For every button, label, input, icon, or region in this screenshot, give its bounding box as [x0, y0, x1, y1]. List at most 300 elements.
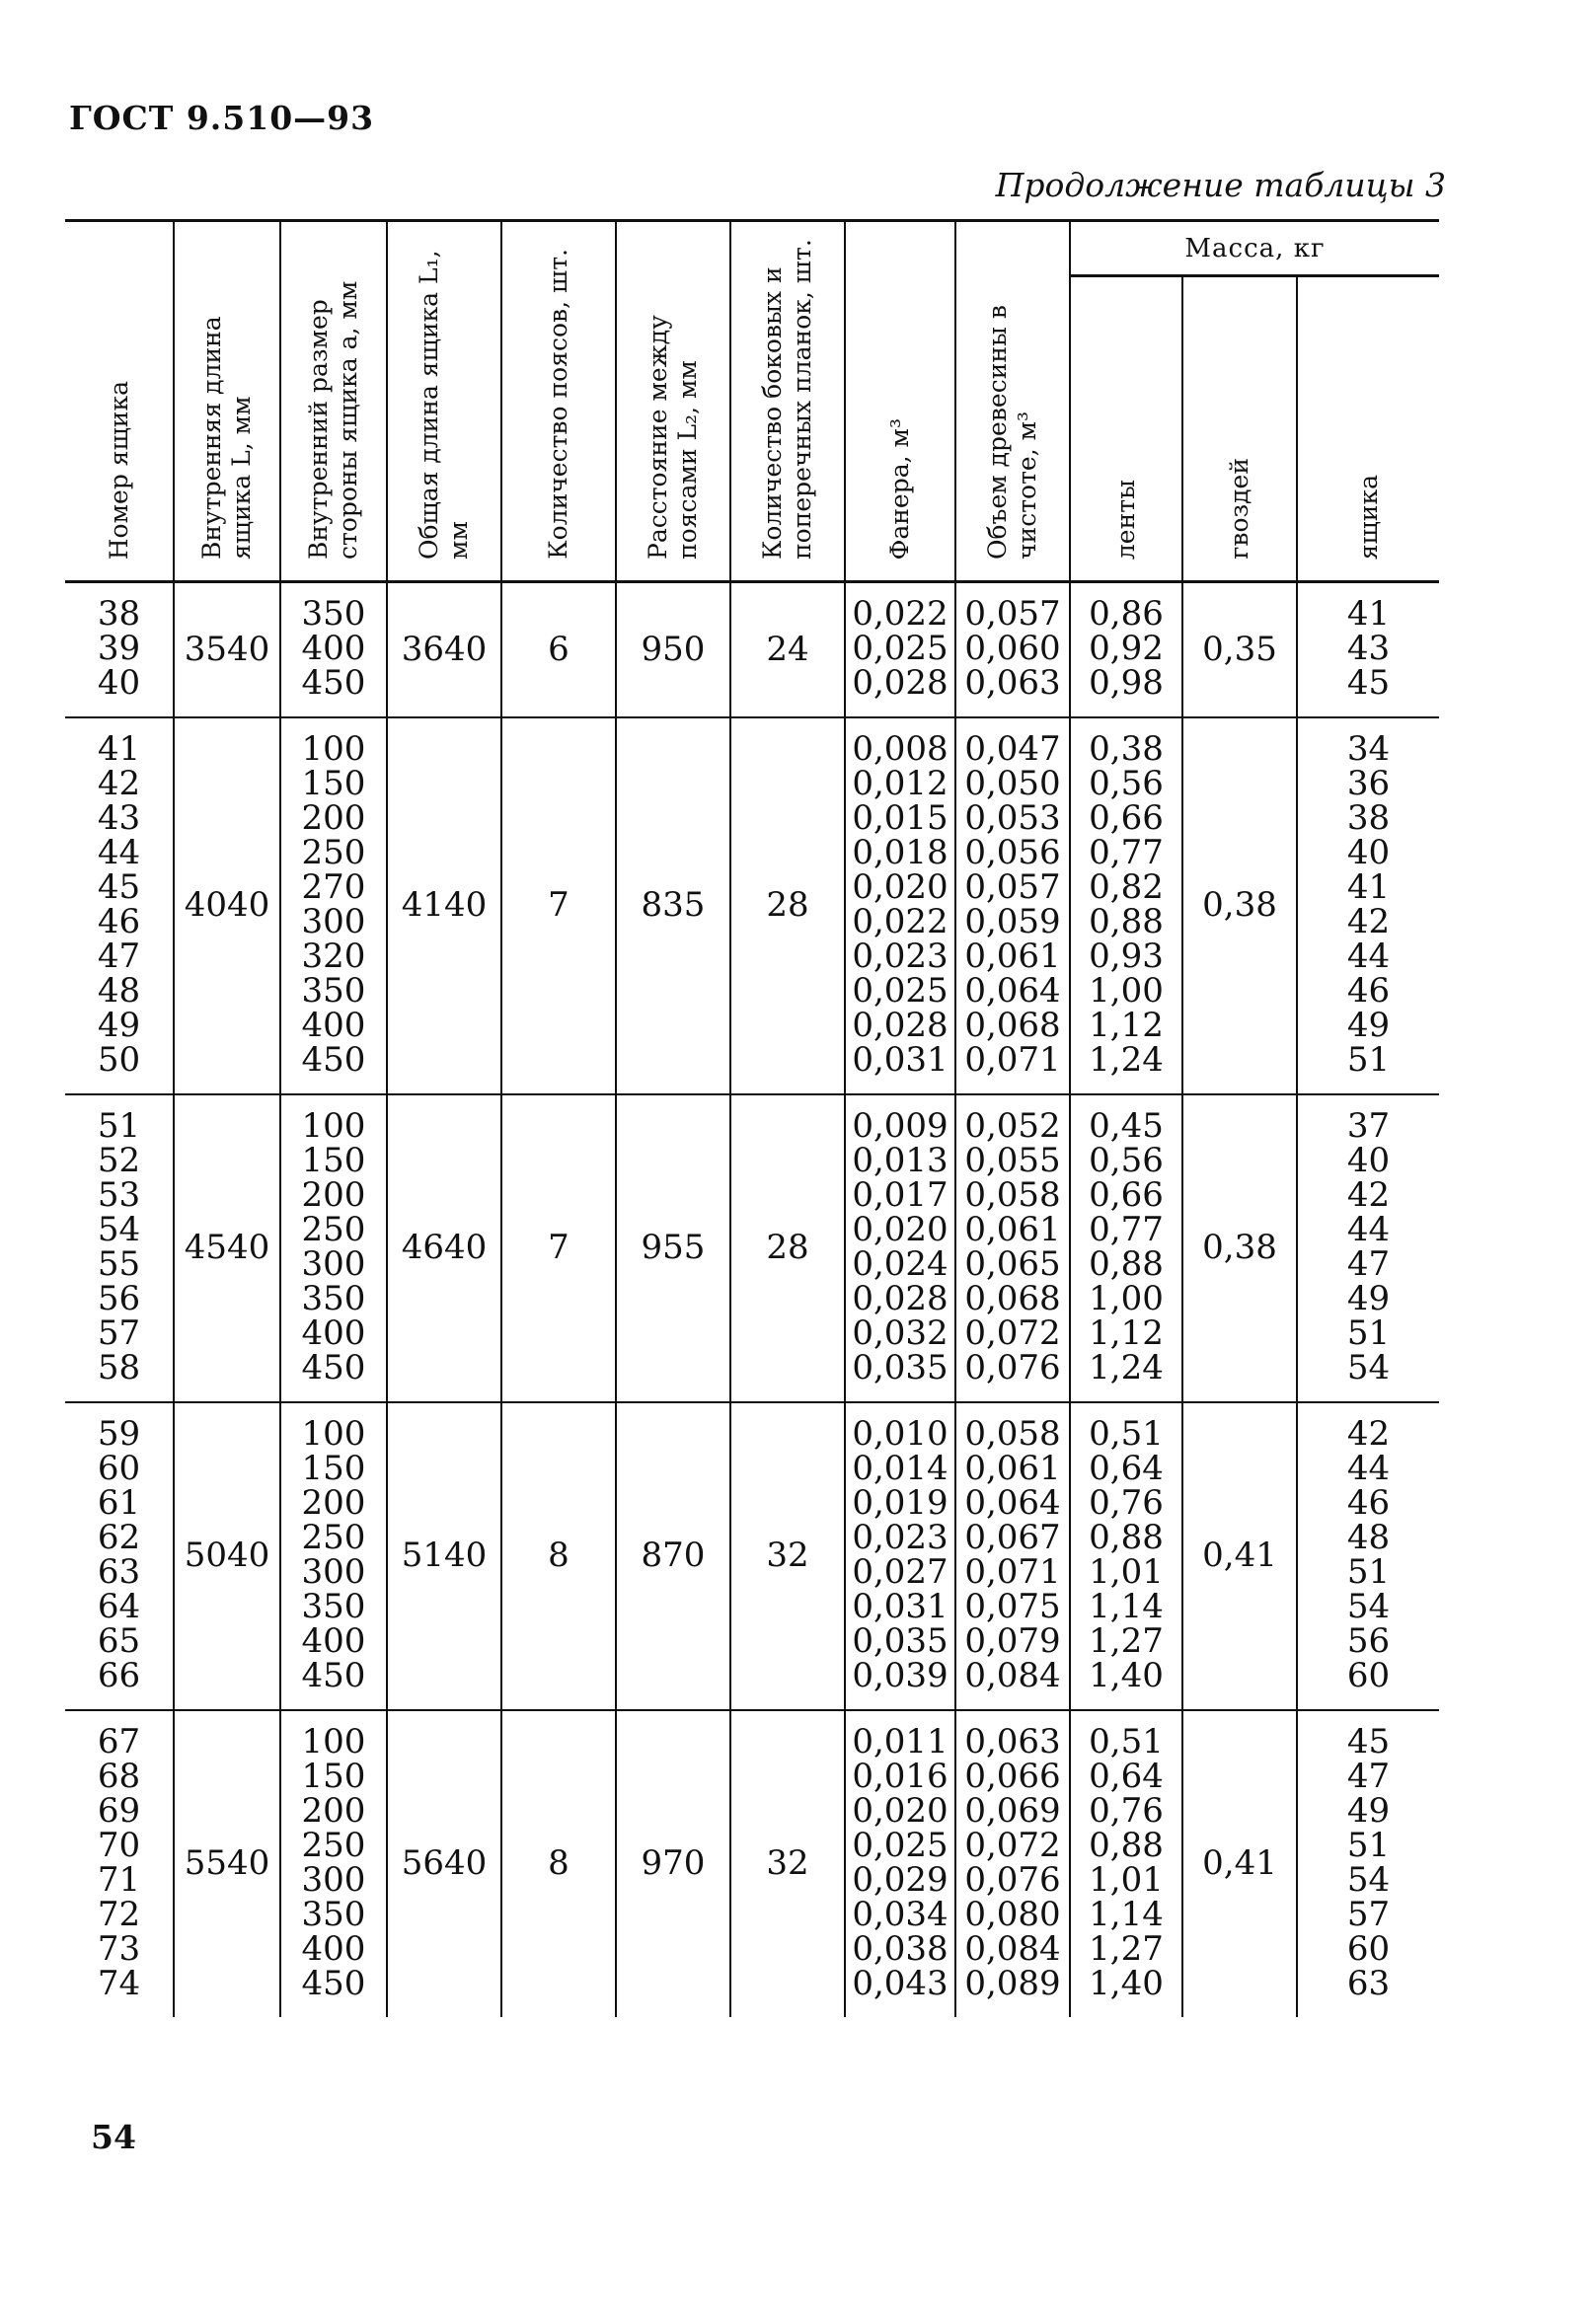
cell-inner-sides-value: 350 [301, 1279, 366, 1318]
col-header-mass-group: Масса, кг [1070, 221, 1439, 276]
cell-plywood-value: 0,031 [852, 1040, 949, 1080]
cell-plywood-value: 0,035 [852, 1621, 949, 1661]
cell-inner-sides-value: 100 [301, 729, 366, 769]
cell-inner-length [174, 717, 280, 1094]
cell-plywood [845, 1710, 955, 2017]
cell-mass-nails [1182, 717, 1297, 1094]
cell-mass-tapes-value: 0,76 [1089, 1791, 1164, 1831]
cell-mass-box-value: 45 [1346, 663, 1391, 703]
table-body [65, 582, 1439, 2018]
col-header-belt-distance: Расстояние между поясами L₂, мм [616, 221, 730, 582]
cell-mass-nails [1182, 1402, 1297, 1710]
cell-mass-box-value: 40 [1346, 833, 1391, 872]
table-row-group [65, 582, 1439, 718]
cell-belts-count [501, 717, 616, 1094]
cell-box-numbers-value: 74 [97, 1964, 141, 2003]
cell-mass-nails-value: 0,38 [1202, 885, 1277, 925]
cell-wood-volume-value: 0,064 [964, 1483, 1061, 1523]
cell-inner-length-value: 3540 [184, 629, 270, 669]
cell-inner-sides-value: 350 [301, 1895, 366, 1934]
cell-mass-tapes-value: 0,98 [1089, 663, 1164, 703]
cell-box-numbers-value: 50 [97, 1040, 141, 1080]
col-header-mass-nails: гвоздей [1182, 276, 1297, 582]
cell-mass-box-value: 56 [1346, 1621, 1391, 1661]
cell-mass-tapes-value: 1,01 [1089, 1552, 1164, 1592]
cell-plywood-value: 0,032 [852, 1313, 949, 1353]
cell-inner-sides [280, 582, 387, 718]
cell-wood-volume-value: 0,071 [964, 1552, 1061, 1592]
cell-mass-nails [1182, 1710, 1297, 2017]
cell-mass-box-value: 51 [1346, 1826, 1391, 1865]
cell-inner-sides-value: 270 [301, 867, 366, 907]
cell-wood-volume-value: 0,050 [964, 764, 1061, 803]
cell-plywood-value: 0,012 [852, 764, 949, 803]
cell-inner-sides-value: 350 [301, 971, 366, 1011]
cell-plywood-value: 0,010 [852, 1414, 949, 1454]
cell-box-numbers-value: 61 [97, 1483, 141, 1523]
cell-mass-tapes-value: 1,00 [1089, 1279, 1164, 1318]
cell-plywood-value: 0,013 [852, 1141, 949, 1180]
cell-plywood-value: 0,014 [852, 1449, 949, 1488]
cell-box-numbers-value: 48 [97, 971, 141, 1011]
cell-inner-sides-value: 400 [301, 1621, 366, 1661]
cell-total-length [387, 1094, 501, 1402]
cell-inner-sides-value: 450 [301, 1656, 366, 1695]
cell-box-numbers-value: 58 [97, 1348, 141, 1387]
cell-belts-count-value: 6 [548, 629, 569, 669]
cell-mass-box-value: 49 [1346, 1279, 1391, 1318]
cell-inner-sides-value: 400 [301, 1006, 366, 1045]
cell-total-length-value: 4640 [401, 1228, 488, 1267]
cell-plywood [845, 717, 955, 1094]
cell-mass-tapes-value: 0,56 [1089, 764, 1164, 803]
page-number: 54 [91, 2118, 136, 2156]
cell-plywood-value: 0,031 [852, 1587, 949, 1626]
cell-plywood-value: 0,020 [852, 1210, 949, 1249]
cell-wood-volume-value: 0,063 [964, 1722, 1061, 1762]
cell-wood-volume-value: 0,068 [964, 1006, 1061, 1045]
cell-plywood-value: 0,025 [852, 1826, 949, 1865]
cell-wood-volume-value: 0,084 [964, 1929, 1061, 1969]
cell-planks-count-value: 24 [766, 629, 809, 669]
cell-mass-tapes [1070, 1402, 1182, 1710]
cell-box-numbers-value: 47 [97, 937, 141, 976]
cell-mass-box-value: 57 [1346, 1895, 1391, 1934]
cell-inner-sides-value: 450 [301, 663, 366, 703]
cell-mass-box [1297, 1402, 1439, 1710]
cell-mass-tapes-value: 0,88 [1089, 902, 1164, 941]
cell-plywood-value: 0,025 [852, 971, 949, 1011]
cell-mass-nails-value: 0,41 [1202, 1536, 1277, 1575]
cell-belt-distance [616, 582, 730, 718]
cell-mass-tapes-value: 0,64 [1089, 1449, 1164, 1488]
cell-total-length-value: 5140 [401, 1536, 488, 1575]
cell-inner-length-value: 4040 [184, 885, 270, 925]
cell-inner-sides-value: 300 [301, 1860, 366, 1900]
cell-inner-sides [280, 1094, 387, 1402]
cell-belts-count-value: 8 [548, 1843, 569, 1883]
cell-plywood-value: 0,015 [852, 798, 949, 838]
cell-mass-tapes-value: 0,66 [1089, 1175, 1164, 1215]
cell-inner-sides-value: 300 [301, 902, 366, 941]
cell-mass-box-value: 41 [1346, 594, 1391, 634]
cell-box-numbers [65, 582, 174, 718]
cell-mass-tapes-value: 0,88 [1089, 1518, 1164, 1557]
cell-belt-distance [616, 1710, 730, 2017]
cell-mass-box-value: 51 [1346, 1040, 1391, 1080]
cell-mass-tapes-value: 0,51 [1089, 1722, 1164, 1762]
cell-wood-volume-value: 0,072 [964, 1313, 1061, 1353]
cell-mass-tapes-value: 1,14 [1089, 1895, 1164, 1934]
cell-total-length-value: 3640 [401, 629, 488, 669]
cell-mass-tapes-value: 0,56 [1089, 1141, 1164, 1180]
cell-mass-nails-value: 0,38 [1202, 1228, 1277, 1267]
cell-box-numbers-value: 63 [97, 1552, 141, 1592]
cell-plywood-value: 0,008 [852, 729, 949, 769]
cell-inner-sides-value: 450 [301, 1040, 366, 1080]
cell-box-numbers-value: 73 [97, 1929, 141, 1969]
cell-plywood-value: 0,022 [852, 902, 949, 941]
cell-mass-nails-value: 0,35 [1202, 629, 1277, 669]
cell-mass-box-value: 46 [1346, 971, 1391, 1011]
col-header-wood-volume: Объем древесины в чистоте, м³ [955, 221, 1070, 582]
cell-inner-sides-value: 350 [301, 1587, 366, 1626]
cell-mass-tapes-value: 1,12 [1089, 1006, 1164, 1045]
cell-mass-tapes-value: 1,40 [1089, 1964, 1164, 2003]
cell-plywood-value: 0,035 [852, 1348, 949, 1387]
cell-inner-length [174, 1402, 280, 1710]
cell-wood-volume-value: 0,076 [964, 1348, 1061, 1387]
cell-wood-volume [955, 717, 1070, 1094]
cell-box-numbers-value: 68 [97, 1757, 141, 1796]
box-specification-table [65, 219, 1439, 2017]
document-code: ГОСТ 9.510—93 [69, 99, 375, 137]
cell-mass-tapes-value: 0,86 [1089, 594, 1164, 634]
table-row-group [65, 717, 1439, 1094]
cell-plywood-value: 0,028 [852, 1279, 949, 1318]
cell-mass-tapes-value: 1,27 [1089, 1621, 1164, 1661]
cell-box-numbers [65, 1402, 174, 1710]
cell-box-numbers-value: 38 [97, 594, 141, 634]
cell-mass-tapes-value: 0,51 [1089, 1414, 1164, 1454]
cell-mass-tapes-value: 0,92 [1089, 629, 1164, 668]
cell-belts-count [501, 582, 616, 718]
cell-belts-count [501, 1710, 616, 2017]
col-header-mass-box: ящика [1297, 276, 1439, 582]
cell-inner-length [174, 1094, 280, 1402]
cell-inner-sides-value: 150 [301, 1757, 366, 1796]
cell-mass-tapes-value: 1,14 [1089, 1587, 1164, 1626]
cell-wood-volume-value: 0,071 [964, 1040, 1061, 1080]
cell-box-numbers-value: 49 [97, 1006, 141, 1045]
cell-inner-sides-value: 150 [301, 1141, 366, 1180]
cell-mass-box-value: 51 [1346, 1552, 1391, 1592]
cell-mass-tapes-value: 0,88 [1089, 1244, 1164, 1284]
cell-mass-tapes-value: 1,01 [1089, 1860, 1164, 1900]
cell-inner-sides [280, 1402, 387, 1710]
cell-mass-tapes-value: 0,64 [1089, 1757, 1164, 1796]
cell-wood-volume-value: 0,061 [964, 1449, 1061, 1488]
cell-wood-volume-value: 0,058 [964, 1175, 1061, 1215]
cell-mass-tapes-value: 0,45 [1089, 1106, 1164, 1146]
cell-mass-tapes-value: 0,77 [1089, 1210, 1164, 1249]
cell-inner-sides-value: 350 [301, 594, 366, 634]
table-row-group [65, 1710, 1439, 2017]
cell-wood-volume-value: 0,084 [964, 1656, 1061, 1695]
cell-mass-box-value: 49 [1346, 1006, 1391, 1045]
cell-box-numbers-value: 69 [97, 1791, 141, 1831]
cell-mass-nails-value: 0,41 [1202, 1843, 1277, 1883]
cell-mass-box-value: 38 [1346, 798, 1391, 838]
cell-mass-box-value: 54 [1346, 1348, 1391, 1387]
cell-plywood-value: 0,043 [852, 1964, 949, 2003]
cell-wood-volume-value: 0,079 [964, 1621, 1061, 1661]
cell-mass-tapes-value: 0,82 [1089, 867, 1164, 907]
cell-box-numbers-value: 44 [97, 833, 141, 872]
cell-wood-volume-value: 0,060 [964, 629, 1061, 668]
cell-wood-volume-value: 0,055 [964, 1141, 1061, 1180]
cell-total-length [387, 582, 501, 718]
cell-belt-distance-value: 970 [641, 1843, 706, 1883]
cell-planks-count [730, 582, 845, 718]
cell-plywood-value: 0,028 [852, 663, 949, 703]
cell-mass-box-value: 47 [1346, 1757, 1391, 1796]
cell-belt-distance-value: 870 [641, 1536, 706, 1575]
cell-planks-count [730, 1402, 845, 1710]
cell-plywood-value: 0,038 [852, 1929, 949, 1969]
cell-mass-box-value: 44 [1346, 1210, 1391, 1249]
cell-plywood-value: 0,018 [852, 833, 949, 872]
cell-mass-tapes [1070, 1094, 1182, 1402]
cell-mass-box-value: 49 [1346, 1791, 1391, 1831]
cell-mass-box-value: 34 [1346, 729, 1391, 769]
cell-mass-box-value: 44 [1346, 937, 1391, 976]
cell-belts-count-value: 7 [548, 1228, 569, 1267]
cell-box-numbers-value: 65 [97, 1621, 141, 1661]
cell-inner-sides [280, 717, 387, 1094]
cell-inner-sides-value: 300 [301, 1552, 366, 1592]
cell-mass-box-value: 48 [1346, 1518, 1391, 1557]
cell-box-numbers-value: 57 [97, 1313, 141, 1353]
cell-wood-volume-value: 0,057 [964, 867, 1061, 907]
cell-box-numbers-value: 71 [97, 1860, 141, 1900]
cell-wood-volume-value: 0,061 [964, 1210, 1061, 1249]
cell-wood-volume-value: 0,057 [964, 594, 1061, 634]
cell-belts-count-value: 7 [548, 885, 569, 925]
col-header-mass-tapes: ленты [1070, 276, 1182, 582]
cell-mass-box [1297, 717, 1439, 1094]
cell-inner-sides-value: 100 [301, 1106, 366, 1146]
cell-inner-sides-value: 300 [301, 1244, 366, 1284]
cell-inner-length-value: 4540 [184, 1228, 270, 1267]
cell-planks-count [730, 1094, 845, 1402]
cell-plywood-value: 0,020 [852, 867, 949, 907]
cell-plywood-value: 0,011 [852, 1722, 949, 1762]
cell-belt-distance-value: 835 [641, 885, 706, 925]
cell-wood-volume-value: 0,061 [964, 937, 1061, 976]
cell-inner-sides-value: 100 [301, 1414, 366, 1454]
cell-wood-volume-value: 0,058 [964, 1414, 1061, 1454]
cell-box-numbers-value: 70 [97, 1826, 141, 1865]
cell-inner-sides-value: 100 [301, 1722, 366, 1762]
cell-belt-distance [616, 717, 730, 1094]
cell-mass-box-value: 42 [1346, 902, 1391, 941]
cell-box-numbers-value: 59 [97, 1414, 141, 1454]
cell-wood-volume-value: 0,080 [964, 1895, 1061, 1934]
cell-total-length [387, 717, 501, 1094]
cell-inner-sides-value: 400 [301, 1929, 366, 1969]
cell-plywood-value: 0,024 [852, 1244, 949, 1284]
cell-planks-count-value: 28 [766, 1228, 809, 1267]
cell-wood-volume [955, 582, 1070, 718]
col-header-plywood: Фанера, м³ [845, 221, 955, 582]
cell-planks-count-value: 28 [766, 885, 809, 925]
cell-mass-tapes-value: 1,27 [1089, 1929, 1164, 1969]
cell-box-numbers-value: 54 [97, 1210, 141, 1249]
cell-mass-box-value: 47 [1346, 1244, 1391, 1284]
cell-box-numbers [65, 717, 174, 1094]
cell-box-numbers-value: 42 [97, 764, 141, 803]
cell-belt-distance-value: 955 [641, 1228, 706, 1267]
cell-inner-sides [280, 1710, 387, 2017]
cell-plywood-value: 0,029 [852, 1860, 949, 1900]
cell-inner-sides-value: 200 [301, 1791, 366, 1831]
cell-box-numbers-value: 51 [97, 1106, 141, 1146]
cell-box-numbers-value: 40 [97, 663, 141, 703]
table-row-group [65, 1402, 1439, 1710]
cell-wood-volume-value: 0,056 [964, 833, 1061, 872]
cell-inner-length [174, 1710, 280, 2017]
cell-box-numbers-value: 41 [97, 729, 141, 769]
cell-wood-volume-value: 0,053 [964, 798, 1061, 838]
cell-plywood-value: 0,025 [852, 629, 949, 668]
cell-wood-volume-value: 0,068 [964, 1279, 1061, 1318]
cell-belts-count [501, 1094, 616, 1402]
cell-mass-box-value: 63 [1346, 1964, 1391, 2003]
cell-mass-tapes-value: 1,24 [1089, 1040, 1164, 1080]
cell-wood-volume [955, 1402, 1070, 1710]
cell-mass-tapes [1070, 717, 1182, 1094]
cell-total-length-value: 4140 [401, 885, 488, 925]
cell-mass-box [1297, 1710, 1439, 2017]
col-header-belts-count: Количество поясов, шт. [501, 221, 616, 582]
cell-inner-sides-value: 200 [301, 1175, 366, 1215]
cell-total-length [387, 1710, 501, 2017]
cell-box-numbers-value: 62 [97, 1518, 141, 1557]
cell-inner-sides-value: 400 [301, 1313, 366, 1353]
cell-plywood-value: 0,027 [852, 1552, 949, 1592]
cell-plywood-value: 0,019 [852, 1483, 949, 1523]
cell-belt-distance [616, 1094, 730, 1402]
cell-belts-count-value: 8 [548, 1536, 569, 1575]
cell-box-numbers-value: 72 [97, 1895, 141, 1934]
cell-inner-sides-value: 250 [301, 833, 366, 872]
cell-inner-sides-value: 250 [301, 1210, 366, 1249]
cell-inner-length [174, 582, 280, 718]
cell-box-numbers-value: 43 [97, 798, 141, 838]
col-header-total-length: Общая длина ящика L₁, мм [387, 221, 501, 582]
cell-inner-sides-value: 150 [301, 1449, 366, 1488]
cell-mass-box-value: 44 [1346, 1449, 1391, 1488]
cell-plywood-value: 0,028 [852, 1006, 949, 1045]
col-header-box-number: Номер ящика [65, 221, 174, 582]
cell-plywood [845, 582, 955, 718]
cell-wood-volume-value: 0,075 [964, 1587, 1061, 1626]
cell-planks-count [730, 717, 845, 1094]
cell-box-numbers-value: 46 [97, 902, 141, 941]
cell-box-numbers-value: 64 [97, 1587, 141, 1626]
cell-plywood [845, 1402, 955, 1710]
cell-plywood-value: 0,009 [852, 1106, 949, 1146]
cell-box-numbers-value: 55 [97, 1244, 141, 1284]
cell-box-numbers-value: 53 [97, 1175, 141, 1215]
cell-inner-sides-value: 400 [301, 629, 366, 668]
cell-inner-length-value: 5540 [184, 1843, 270, 1883]
cell-mass-box [1297, 1094, 1439, 1402]
cell-box-numbers-value: 66 [97, 1656, 141, 1695]
cell-inner-sides-value: 200 [301, 1483, 366, 1523]
cell-wood-volume-value: 0,066 [964, 1757, 1061, 1796]
cell-mass-box-value: 46 [1346, 1483, 1391, 1523]
col-header-inner-length: Внутренняя длина ящика L, мм [174, 221, 280, 582]
cell-plywood-value: 0,020 [852, 1791, 949, 1831]
cell-mass-box-value: 60 [1346, 1656, 1391, 1695]
cell-inner-length-value: 5040 [184, 1536, 270, 1575]
cell-mass-box-value: 42 [1346, 1175, 1391, 1215]
cell-wood-volume-value: 0,072 [964, 1826, 1061, 1865]
cell-inner-sides-value: 250 [301, 1826, 366, 1865]
cell-wood-volume-value: 0,089 [964, 1964, 1061, 2003]
cell-box-numbers-value: 60 [97, 1449, 141, 1488]
cell-mass-tapes-value: 0,66 [1089, 798, 1164, 838]
col-header-inner-side: Внутренний размер стороны ящика a, мм [280, 221, 387, 582]
cell-mass-tapes [1070, 582, 1182, 718]
cell-mass-box-value: 60 [1346, 1929, 1391, 1969]
cell-plywood-value: 0,039 [852, 1656, 949, 1695]
cell-inner-sides-value: 450 [301, 1348, 366, 1387]
cell-mass-tapes-value: 0,38 [1089, 729, 1164, 769]
table-row-group [65, 1094, 1439, 1402]
cell-box-numbers-value: 52 [97, 1141, 141, 1180]
cell-mass-tapes-value: 0,88 [1089, 1826, 1164, 1865]
cell-mass-box-value: 36 [1346, 764, 1391, 803]
cell-planks-count-value: 32 [766, 1536, 809, 1575]
cell-wood-volume-value: 0,052 [964, 1106, 1061, 1146]
cell-mass-tapes-value: 1,00 [1089, 971, 1164, 1011]
cell-inner-sides-value: 200 [301, 798, 366, 838]
cell-plywood-value: 0,034 [852, 1895, 949, 1934]
cell-mass-box-value: 54 [1346, 1860, 1391, 1900]
cell-belt-distance [616, 1402, 730, 1710]
cell-mass-box-value: 54 [1346, 1587, 1391, 1626]
cell-wood-volume-value: 0,047 [964, 729, 1061, 769]
cell-belts-count [501, 1402, 616, 1710]
cell-wood-volume-value: 0,063 [964, 663, 1061, 703]
cell-box-numbers [65, 1094, 174, 1402]
cell-wood-volume-value: 0,069 [964, 1791, 1061, 1831]
cell-box-numbers-value: 56 [97, 1279, 141, 1318]
cell-mass-tapes-value: 1,24 [1089, 1348, 1164, 1387]
cell-mass-box-value: 37 [1346, 1106, 1391, 1146]
cell-inner-sides-value: 450 [301, 1964, 366, 2003]
cell-mass-box-value: 45 [1346, 1722, 1391, 1762]
cell-wood-volume-value: 0,064 [964, 971, 1061, 1011]
cell-belt-distance-value: 950 [641, 629, 706, 669]
cell-box-numbers [65, 1710, 174, 2017]
cell-planks-count [730, 1710, 845, 2017]
cell-mass-box [1297, 582, 1439, 718]
cell-box-numbers-value: 45 [97, 867, 141, 907]
